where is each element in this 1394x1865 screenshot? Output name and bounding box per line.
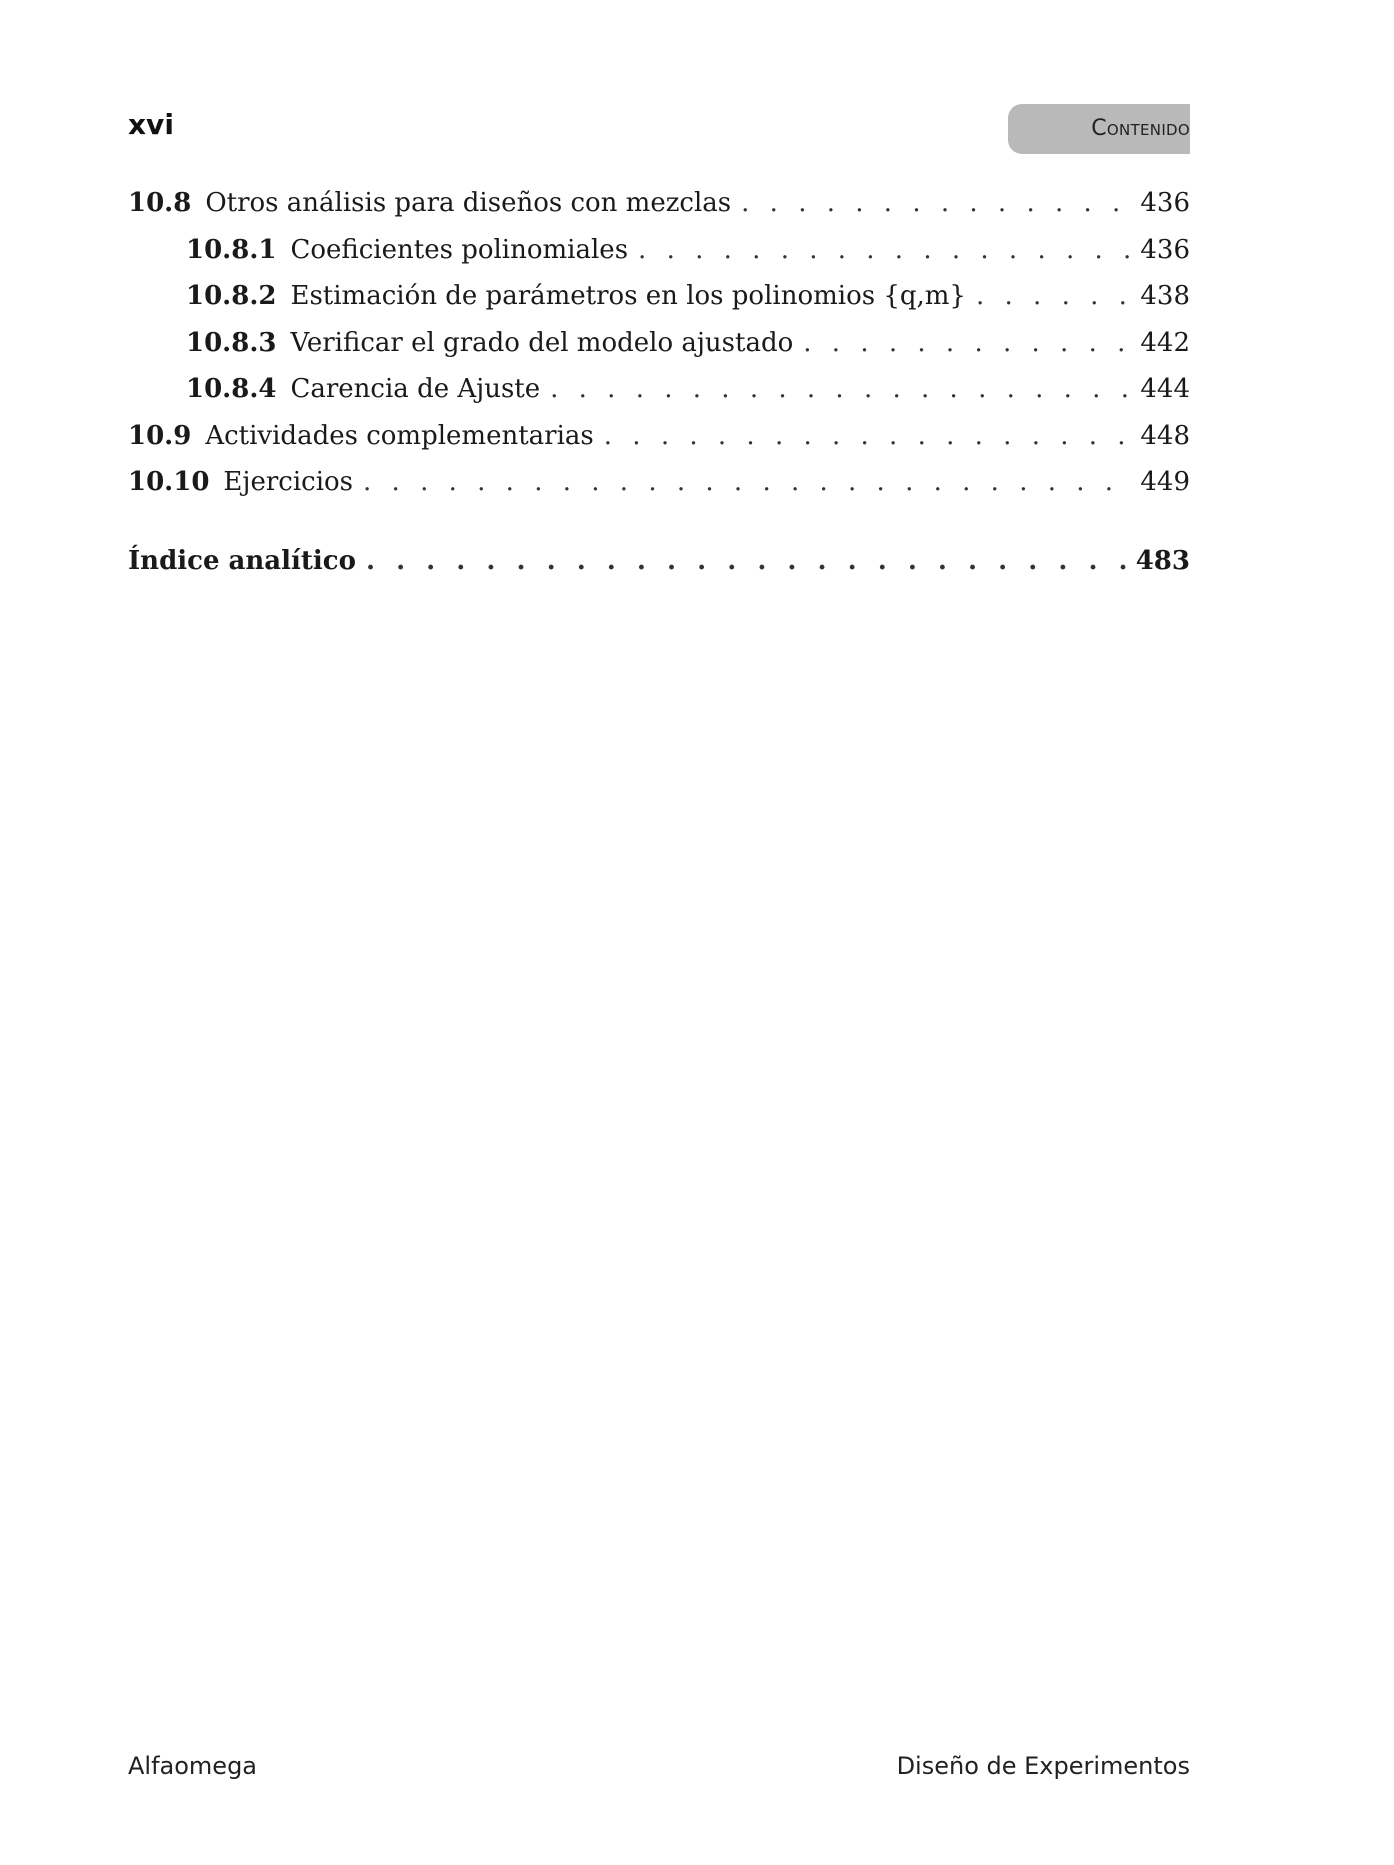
toc-entry-page: 436 (1140, 188, 1190, 218)
dot-leader (363, 467, 1130, 497)
toc-entry-number: 10.8.3 (186, 327, 277, 358)
toc-entry-number: 10.8.2 (186, 281, 277, 311)
toc-entry-title: Actividades complementarias (205, 420, 594, 451)
toc-entry-number: 10.8.1 (186, 234, 277, 265)
toc-index-entry[interactable] (128, 546, 1190, 593)
toc-entry-title: Coeficientes polinomiales (290, 234, 629, 265)
toc-entry-page: 444 (1140, 374, 1190, 404)
page-number: xvi (128, 108, 174, 141)
section-tab: Contenido (1008, 104, 1190, 154)
toc-entry[interactable] (128, 281, 1190, 328)
toc-entry-title: Otros análisis para diseños con mezclas (205, 188, 732, 218)
dot-leader (550, 374, 1130, 404)
toc-entry-page: 449 (1140, 467, 1190, 497)
toc-entry[interactable] (128, 188, 1190, 235)
dot-leader (803, 328, 1130, 358)
toc-index-page: 483 (1135, 545, 1190, 576)
dot-leader (604, 421, 1131, 451)
toc-entry-title: Carencia de Ajuste (290, 374, 541, 404)
toc-entry-number: 10.9 (128, 420, 192, 451)
toc-entry-number: 10.8 (128, 188, 192, 218)
dot-leader (366, 546, 1126, 576)
toc-entry-title: Ejercicios (223, 467, 354, 497)
toc-entry[interactable] (128, 467, 1190, 514)
toc-entry-page: 436 (1140, 234, 1190, 265)
toc-entry-title: Verificar el grado del modelo ajustado (290, 327, 794, 358)
footer-publisher: Alfaomega (128, 1752, 258, 1780)
toc-entry-page: 448 (1140, 420, 1190, 451)
toc-entry-number: 10.10 (128, 467, 210, 497)
table-of-contents (128, 188, 1190, 592)
toc-entry-number: 10.8.4 (186, 374, 277, 404)
toc-entry[interactable] (128, 374, 1190, 421)
dot-leader (638, 235, 1130, 265)
footer-book-title: Diseño de Experimentos (896, 1752, 1190, 1780)
dot-leader (741, 188, 1130, 218)
toc-entry-title: Estimación de parámetros en los polinomios {q,m} (290, 281, 966, 311)
dot-leader (976, 281, 1130, 311)
toc-entry[interactable] (128, 421, 1190, 468)
toc-index-title: Índice analítico (128, 545, 356, 576)
toc-entry[interactable] (128, 235, 1190, 282)
toc-entry-page: 442 (1140, 327, 1190, 358)
toc-entry-page: 438 (1140, 281, 1190, 311)
toc-entry[interactable] (128, 328, 1190, 375)
